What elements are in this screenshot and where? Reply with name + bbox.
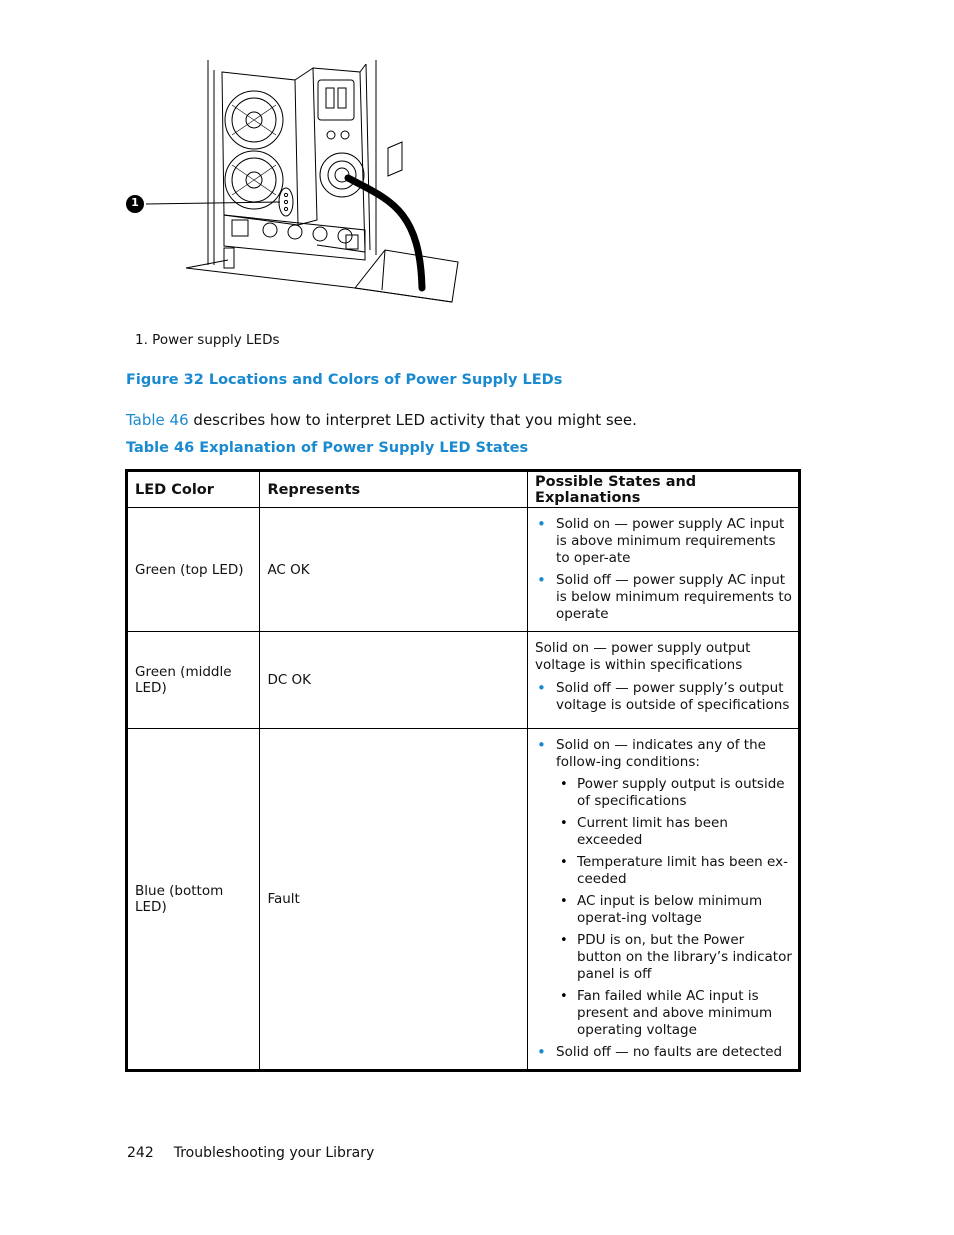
table-row — [127, 632, 800, 729]
table-header-row — [127, 471, 800, 508]
sub-list-item: • Fan failed while AC input is present and above minimum operating voltage — [556, 988, 792, 1039]
state-list — [535, 680, 792, 714]
led-color-cell: Blue (bottom LED) — [127, 729, 260, 1071]
represents-cell: Fault — [260, 729, 528, 1071]
page-number: 242 — [127, 1145, 154, 1161]
sub-list-item: • PDU is on, but the Power button on the library’s indicator panel is off — [556, 932, 792, 983]
figure-title: Figure 32 Locations and Colors of Power Supply LEDs — [126, 372, 563, 388]
list-item: • Solid off — no faults are detected — [535, 1044, 792, 1061]
condition-list — [556, 776, 792, 1039]
list-item — [535, 737, 792, 1039]
figure-caption-item: 1. Power supply LEDs — [135, 332, 280, 348]
header-possible-states: Possible States and Explanations — [528, 471, 800, 508]
header-led-color: LED Color — [127, 471, 260, 508]
list-item: • Solid off — power supply’s output voltage is outside of specifications — [535, 680, 792, 714]
body-text: describes how to interpret LED activity that you might see. — [188, 411, 637, 429]
represents-cell: AC OK — [260, 508, 528, 632]
led-states-table — [125, 469, 801, 1072]
represents-cell: DC OK — [260, 632, 528, 729]
header-represents: Represents — [260, 471, 528, 508]
list-item-text: Solid on — indicates any of the follow-ing conditions: — [556, 737, 766, 770]
states-cell — [528, 632, 800, 729]
sub-list-item: • AC input is below minimum operat-ing voltage — [556, 893, 792, 927]
callout-number: 1 — [131, 196, 139, 209]
list-item: • Solid on — power supply AC input is above minimum requirements to oper-ate — [535, 516, 792, 567]
state-list — [535, 737, 792, 1061]
table-title: Table 46 Explanation of Power Supply LED States — [126, 440, 529, 456]
led-color-cell: Green (middle LED) — [127, 632, 260, 729]
state-intro: Solid on — power supply output voltage is within specifications — [535, 640, 751, 673]
sub-list-item: • Temperature limit has been ex-ceeded — [556, 854, 792, 888]
power-supply-illustration — [120, 50, 470, 350]
table-row — [127, 729, 800, 1071]
sub-list-item: • Current limit has been exceeded — [556, 815, 792, 849]
list-item: • Solid off — power supply AC input is below minimum requirements to operate — [535, 572, 792, 623]
table-reference-link[interactable]: Table 46 — [126, 411, 189, 429]
body-paragraph — [126, 411, 637, 429]
states-cell — [528, 508, 800, 632]
led-color-cell: Green (top LED) — [127, 508, 260, 632]
table-row — [127, 508, 800, 632]
footer-section: Troubleshooting your Library — [173, 1145, 375, 1161]
states-cell — [528, 729, 800, 1071]
sub-list-item: • Power supply output is outside of specifications — [556, 776, 792, 810]
page-footer — [127, 1145, 374, 1161]
state-list — [535, 516, 792, 623]
